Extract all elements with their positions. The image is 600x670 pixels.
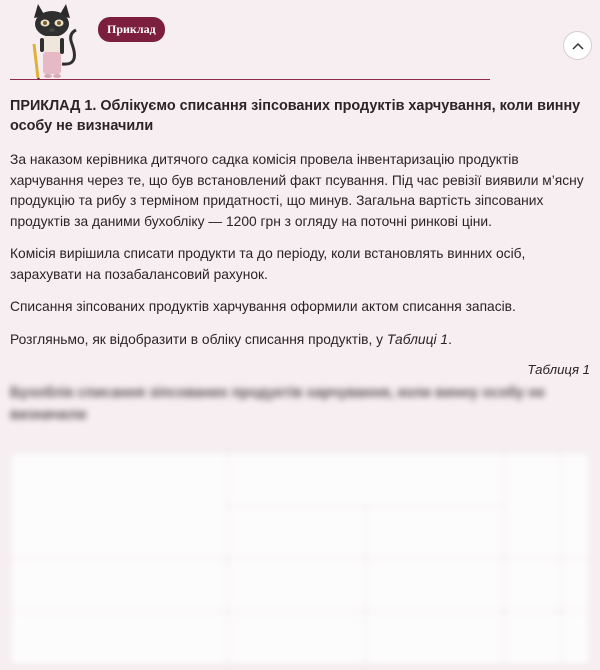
cat-mascot-image [20, 4, 86, 80]
table-cell [366, 612, 504, 665]
collapse-button[interactable] [563, 31, 592, 60]
table-cell [228, 506, 366, 559]
table-cell [228, 559, 366, 612]
table-row [11, 612, 590, 665]
table-cell [561, 559, 589, 612]
chevron-up-icon [572, 42, 584, 50]
table-cell [504, 612, 561, 665]
paragraph: За наказом керівника дитячого садка комісія провела інвентаризацію продуктів харчування через те, що був встановлений факт псування. Під час ревізії виявили м’ясну продукцію та рибу з терміном придатності, що минув. Загальна вартість зіпсованих продуктів за даними бухобліку — 1200 грн з огляду на поточні ринкові ціни. [10, 152, 584, 229]
table-cell [228, 612, 366, 665]
table-cell [366, 559, 504, 612]
example-header [0, 0, 600, 82]
table-caption: Таблиця 1 [527, 362, 590, 377]
example-title: ПРИКЛАД 1. Облікуємо списання зіпсованих продуктів харчування, коли винну особу не визначили [10, 98, 581, 134]
paragraph-text: Розгляньмо, як відобразити в обліку списання продуктів, у [10, 331, 387, 347]
table-cell [561, 453, 589, 559]
blurred-table-title: Бухоблік списання зіпсованих продуктів харчування, коли винну особу не визначили [10, 385, 546, 423]
table-row [11, 453, 590, 506]
table-cell [228, 453, 505, 506]
table-cell [366, 506, 504, 559]
paragraph: Списання зіпсованих продуктів харчування оформили актом списання запасів. [10, 299, 516, 314]
table-cell [11, 612, 228, 665]
example-badge: Приклад [98, 17, 165, 42]
paragraph: Комісія вирішила списати продукти та до періоду, коли встановлять винних осіб, зарахувати на позабалансовий рахунок. [10, 246, 526, 282]
table-cell [11, 559, 228, 612]
table-cell [561, 612, 589, 665]
blurred-table [10, 452, 590, 665]
paragraph-table-reference [10, 330, 590, 351]
header-divider [10, 79, 490, 80]
example-content [10, 96, 590, 377]
paragraph-end: . [448, 331, 452, 347]
table-cell [11, 453, 228, 559]
table-reference: Таблиці 1 [386, 331, 449, 347]
table-cell [504, 559, 561, 612]
blurred-table-preview [10, 382, 590, 665]
table-cell [504, 453, 561, 559]
table-row [11, 559, 590, 612]
